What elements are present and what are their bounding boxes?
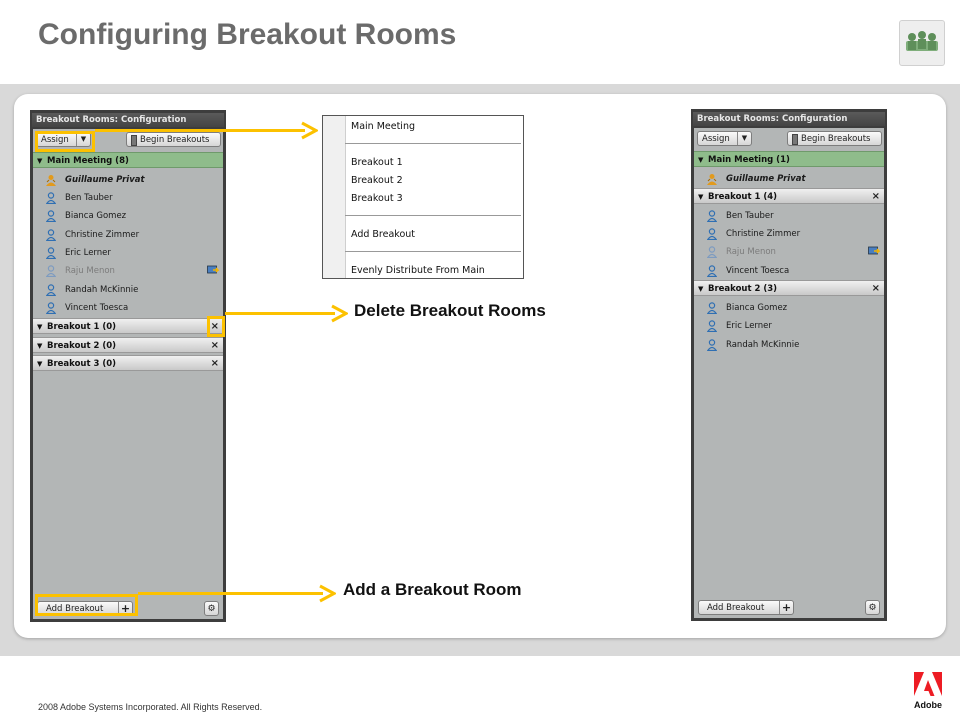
plus-icon[interactable]: +: [779, 601, 793, 614]
collapse-triangle-icon[interactable]: ▼: [698, 285, 704, 293]
list-item[interactable]: [33, 171, 223, 189]
right-breakout-config-pod: [691, 109, 887, 621]
delete-callout: Delete Breakout Rooms: [354, 301, 546, 320]
user-icon: [707, 339, 717, 351]
group-main-meeting[interactable]: [694, 151, 884, 167]
user-icon: [707, 246, 717, 258]
member-name: Raju Menon: [65, 266, 115, 276]
close-icon[interactable]: ×: [871, 191, 880, 202]
assign-highlight: [35, 131, 95, 152]
list-item[interactable]: [694, 243, 884, 261]
member-name: Guillaume Privat: [65, 175, 145, 185]
breakout-rooms-logo-icon: [899, 20, 945, 66]
member-name: Guillaume Privat: [726, 174, 806, 184]
pod-toolbar: [694, 128, 884, 150]
user-icon: [707, 265, 717, 277]
close-icon[interactable]: ×: [210, 358, 219, 369]
member-name: Christine Zimmer: [726, 229, 801, 239]
add-breakout-label: Add Breakout: [46, 604, 104, 614]
close-icon[interactable]: ×: [871, 283, 880, 294]
host-icon: [707, 173, 717, 185]
menu-separator: [345, 215, 521, 216]
arrow-head-icon: [318, 584, 336, 603]
list-item[interactable]: [33, 207, 223, 225]
close-icon[interactable]: ×: [210, 340, 219, 351]
collapse-triangle-icon[interactable]: ▼: [698, 156, 704, 164]
status-away-icon: [207, 265, 219, 276]
group-breakout-2[interactable]: [33, 337, 223, 353]
group-label: Breakout 2 (3): [708, 284, 778, 294]
list-item[interactable]: [33, 189, 223, 207]
status-away-icon: [868, 246, 880, 257]
group-breakout-1[interactable]: [694, 188, 884, 204]
user-icon: [46, 265, 56, 277]
gear-icon[interactable]: ⚙: [204, 601, 219, 616]
list-item[interactable]: [694, 170, 884, 188]
assign-button[interactable]: [697, 131, 752, 146]
arrow-head-icon: [330, 304, 348, 323]
begin-breakouts-button[interactable]: Begin Breakouts: [126, 132, 221, 147]
menu-item-breakout-3[interactable]: Breakout 3: [351, 193, 403, 204]
group-breakout-2[interactable]: [694, 280, 884, 296]
menu-item-evenly-distribute[interactable]: Evenly Distribute From Main: [351, 265, 485, 276]
group-label: Breakout 1 (4): [708, 192, 778, 202]
assign-arrow-line: [95, 129, 305, 132]
close-icon[interactable]: ×: [210, 321, 219, 332]
user-icon: [46, 210, 56, 222]
group-main-meeting[interactable]: [33, 152, 223, 168]
menu-gutter: [323, 116, 346, 278]
pod-body: [694, 128, 884, 618]
list-item[interactable]: [33, 281, 223, 299]
collapse-triangle-icon[interactable]: ▼: [37, 342, 43, 350]
member-name: Eric Lerner: [726, 321, 772, 331]
group-breakout-3[interactable]: [33, 355, 223, 371]
menu-separator: [345, 143, 521, 144]
host-icon: [46, 174, 56, 186]
user-icon: [46, 247, 56, 259]
list-item[interactable]: [694, 207, 884, 225]
list-item[interactable]: [33, 244, 223, 262]
collapse-triangle-icon[interactable]: ▼: [37, 157, 43, 165]
user-icon: [707, 210, 717, 222]
add-breakout-label: Add Breakout: [707, 603, 765, 613]
menu-item-main-meeting[interactable]: Main Meeting: [351, 121, 415, 132]
member-name: Ben Tauber: [726, 211, 774, 221]
group-label: Breakout 2 (0): [47, 341, 117, 351]
list-item[interactable]: [694, 336, 884, 354]
adobe-logo-icon: [912, 670, 944, 710]
group-label: Breakout 1 (0): [47, 322, 117, 332]
assign-dropdown-menu: [322, 115, 524, 279]
list-item[interactable]: [33, 262, 223, 280]
delete-arrow-line: [225, 312, 335, 315]
pod-title: Breakout Rooms: Configuration: [32, 113, 224, 127]
copyright-footer: 2008 Adobe Systems Incorporated. All Rights Reserved.: [38, 702, 263, 712]
add-highlight: [35, 594, 138, 616]
group-label: Main Meeting (1): [708, 155, 790, 165]
collapse-triangle-icon[interactable]: ▼: [37, 360, 43, 368]
menu-separator: [345, 251, 521, 252]
user-icon: [707, 320, 717, 332]
member-name: Ben Tauber: [65, 193, 113, 203]
begin-breakouts-button[interactable]: Begin Breakouts: [787, 131, 882, 146]
menu-item-add-breakout[interactable]: Add Breakout: [351, 229, 416, 240]
user-icon: [707, 302, 717, 314]
plus-icon[interactable]: +: [118, 602, 132, 615]
chevron-down-icon[interactable]: ▼: [76, 133, 90, 146]
user-icon: [46, 284, 56, 296]
member-name: Vincent Toesca: [726, 266, 790, 276]
pod-bottom-bar: [694, 596, 884, 618]
member-name: Bianca Gomez: [726, 303, 788, 313]
add-breakout-button[interactable]: [698, 600, 794, 615]
left-breakout-config-pod: [30, 110, 226, 622]
member-name: Bianca Gomez: [65, 211, 127, 221]
group-breakout-1[interactable]: [33, 318, 223, 334]
delete-highlight: [207, 316, 225, 337]
add-callout: Add a Breakout Room: [343, 580, 522, 599]
list-item[interactable]: [694, 317, 884, 335]
add-arrow-line: [138, 592, 323, 595]
user-icon: [46, 302, 56, 314]
assign-label: Assign: [41, 135, 69, 145]
slide-title: Configuring Breakout Rooms: [38, 18, 457, 51]
collapse-triangle-icon[interactable]: ▼: [37, 323, 43, 331]
member-name: Christine Zimmer: [65, 230, 140, 240]
pod-title: Breakout Rooms: Configuration: [693, 112, 885, 126]
member-name: Randah McKinnie: [726, 340, 800, 350]
list-item[interactable]: [694, 299, 884, 317]
user-icon: [707, 228, 717, 240]
assign-label: Assign: [702, 134, 730, 144]
gear-icon[interactable]: ⚙: [865, 600, 880, 615]
member-name: Vincent Toesca: [65, 303, 129, 313]
member-name: Eric Lerner: [65, 248, 111, 258]
menu-item-breakout-1[interactable]: Breakout 1: [351, 157, 403, 168]
group-label: Main Meeting (8): [47, 156, 129, 166]
arrow-head-icon: [300, 121, 318, 140]
user-icon: [46, 229, 56, 241]
user-icon: [46, 192, 56, 204]
list-item[interactable]: [33, 226, 223, 244]
collapse-triangle-icon[interactable]: ▼: [698, 193, 704, 201]
list-item[interactable]: [33, 299, 223, 317]
group-label: Breakout 3 (0): [47, 359, 117, 369]
menu-item-breakout-2[interactable]: Breakout 2: [351, 175, 403, 186]
list-item[interactable]: [694, 225, 884, 243]
pod-body: [33, 129, 223, 619]
member-name: Raju Menon: [726, 247, 776, 257]
adobe-wordmark: Adobe: [914, 700, 942, 710]
chevron-down-icon[interactable]: ▼: [737, 132, 751, 145]
list-item[interactable]: [694, 262, 884, 280]
member-name: Randah McKinnie: [65, 285, 139, 295]
